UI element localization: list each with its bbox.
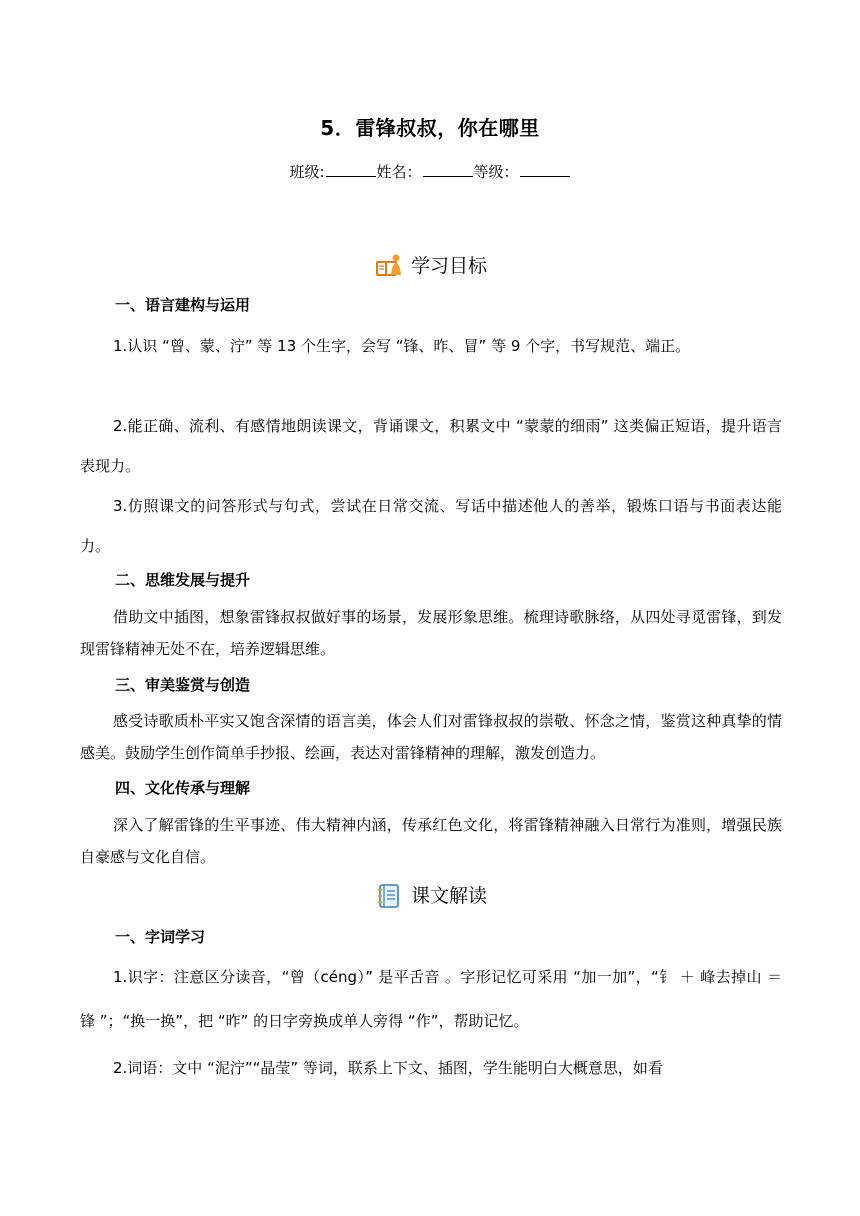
objectives-section-3-item-1: 感受诗歌质朴平实又饱含深情的语言美，体会人们对雷锋叔叔的崇敬、怀念之情，鉴赏这种真挚的情感美。鼓励学生创作简单手抄报、绘画，表达对雷锋精神的理解，激发创造力。 (80, 712, 782, 762)
grade-blank[interactable] (520, 162, 570, 177)
reading-section-1-item-2: 2.词语：文中 “泥泞”“晶莹” 等词，联系上下文、插图，学生能明白大概意思，如看 (113, 1059, 663, 1077)
objectives-heading-text: 学习目标 (410, 255, 487, 277)
class-label: 班级: (289, 163, 325, 181)
objectives-section-1-item-1: 1.认识 “曾、蒙、泞” 等 13 个生字，会写 “锋、昨、冒” 等 9 个字，书写规范、端正。 (113, 337, 691, 355)
objectives-section-4-title: 四、文化传承与理解 (115, 779, 251, 797)
objectives-section-3-title: 三、审美鉴赏与创造 (115, 676, 251, 694)
class-blank[interactable] (326, 162, 376, 177)
objectives-section-2-title: 二、思维发展与提升 (115, 571, 251, 589)
objectives-section-2-item-1: 借助文中插图，想象雷锋叔叔做好事的场景，发展形象思维。梳理诗歌脉络，从四处寻觅雷锋，到发现雷锋精神无处不在，培养逻辑思维。 (80, 608, 782, 658)
student-info-line (0, 160, 860, 184)
reading-section-1-title: 一、字词学习 (115, 928, 206, 946)
notebook-icon (375, 882, 403, 910)
reading-heading (0, 882, 860, 918)
objectives-section-1-title: 一、语言建构与运用 (115, 296, 251, 314)
name-label: 姓名： (376, 163, 422, 181)
name-blank[interactable] (423, 162, 473, 177)
objectives-heading (0, 252, 860, 288)
reading-section-1-item-1: 1.识字：注意区分读音，“曾（céng）” 是平舌音 。字形记忆可采用 “加一加”，“钅 ＋ 峰去掉山 ＝ 锋 ”；“换一换”，把 “昨” 的日字旁换成单人旁得 “作”，帮助记忆。 (80, 968, 782, 1030)
page-title: 5．雷锋叔叔，你在哪里 (320, 116, 540, 140)
reading-person-icon (375, 252, 403, 280)
reading-heading-text: 课文解读 (410, 885, 487, 907)
objectives-section-1-item-3: 3.仿照课文的问答形式与句式，尝试在日常交流、写话中描述他人的善举，锻炼口语与书面表达能力。 (80, 497, 782, 555)
objectives-section-4-item-1: 深入了解雷锋的生平事迹、伟大精神内涵，传承红色文化，将雷锋精神融入日常行为准则，增强民族自豪感与文化自信。 (80, 816, 782, 866)
objectives-section-1-item-2: 2.能正确、流利、有感情地朗读课文，背诵课文，积累文中 “蒙蒙的细雨” 这类偏正短语，提升语言表现力。 (80, 417, 782, 475)
grade-label: 等级： (473, 163, 519, 181)
